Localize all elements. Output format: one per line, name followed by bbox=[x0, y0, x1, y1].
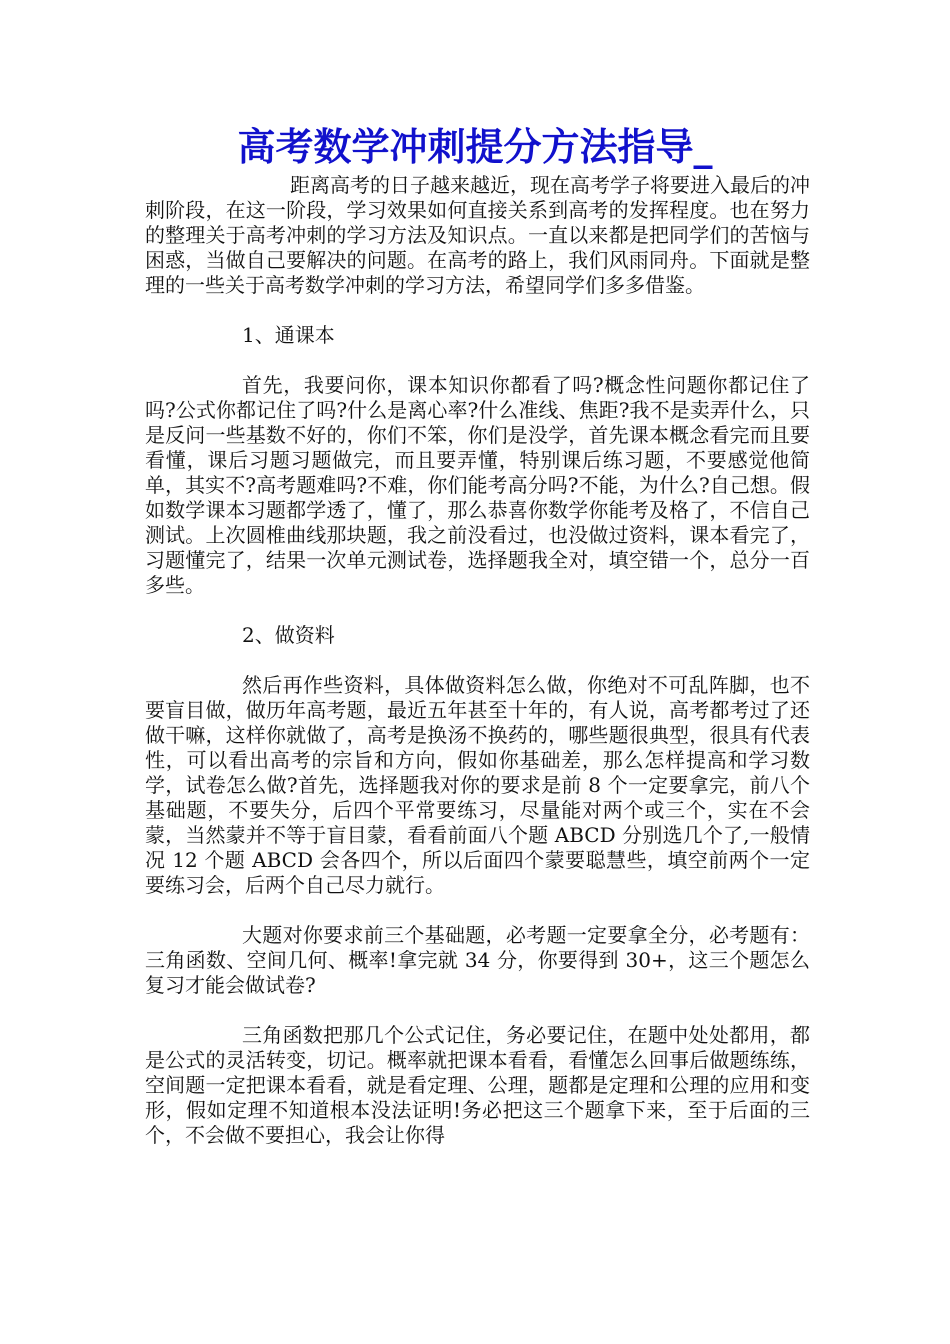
big-questions-paragraph: 大题对你要求前三个基础题，必考题一定要拿全分，必考题有：三角函数、空间几何、概率!拿完就 34 分，你要得到 30+，这三个题怎么复习才能会做试卷? bbox=[145, 923, 810, 997]
document-title: 高考数学冲刺提分方法指导_ bbox=[237, 124, 713, 169]
section-2-paragraph: 然后再作些资料，具体做资料怎么做，你绝对不可乱阵脚，也不要盲目做，做历年高考题，最近五年甚至十年的，有人说，高考都考过了还做干嘛，这样你就做了，高考是换汤不换药的，哪些题很典型，很具有代表性，可以看出高考的宗旨和方向，假如你基础差，那么怎样提高和学习数学，试卷怎么做?首先，选择题我对你的要求是前 8 个一定要拿完，前八个基础题，不要失分，后四个平常要练习，尽量能对两个或三个，实在不会蒙，当然蒙并不等于盲目蒙，看看前面八个题 ABCD 分别选几个了,一般情况 12 个题 ABCD 会各四个，所以后面四个蒙要聪慧些，填空前两个一定要练习会，后两个自己尽力就行。 bbox=[145, 673, 810, 897]
document-body bbox=[145, 173, 810, 1148]
section-heading-1: 1、通课本 bbox=[242, 323, 335, 347]
intro-paragraph: 距离高考的日子越来越近，现在高考学子将要进入最后的冲刺阶段，在这一阶段，学习效果如何直接关系到高考的发挥程度。也在努力的整理关于高考冲刺的学习方法及知识点。一直以来都是把同学们的苦恼与困惑，当做自己要解决的问题。在高考的路上，我们风雨同舟。下面就是整理的一些关于高考数学冲刺的学习方法，希望同学们多多借鉴。 bbox=[145, 173, 810, 297]
trig-probability-paragraph: 三角函数把那几个公式记住，务必要记住，在题中处处都用，都是公式的灵活转变，切记。概率就把课本看看，看懂怎么回事后做题练练，空间题一定把课本看看，就是看定理、公理，题都是定理和公理的应用和变形，假如定理不知道根本没法证明!务必把这三个题拿下来，至于后面的三个，不会做不要担心，我会让你得 bbox=[145, 1023, 810, 1147]
section-heading-2: 2、做资料 bbox=[242, 623, 335, 647]
section-1-paragraph: 首先，我要问你，课本知识你都看了吗?概念性问题你都记住了吗?公式你都记住了吗?什么是离心率?什么准线、焦距?我不是卖弄什么，只是反问一些基数不好的，你们不笨，你们是没学，首先课本概念看完而且要看懂，课后习题习题做完，而且要弄懂，特别课后练习题，不要感觉他简单，其实不?高考题难吗?不难，你们能考高分吗?不能，为什么?自己想。假如数学课本习题都学透了，懂了，那么恭喜你数学你能考及格了，不信自己测试。上次圆椎曲线那块题，我之前没看过，也没做过资料，课本看完了，习题懂完了，结果一次单元测试卷，选择题我全对，填空错一个，总分一百多些。 bbox=[145, 373, 810, 597]
